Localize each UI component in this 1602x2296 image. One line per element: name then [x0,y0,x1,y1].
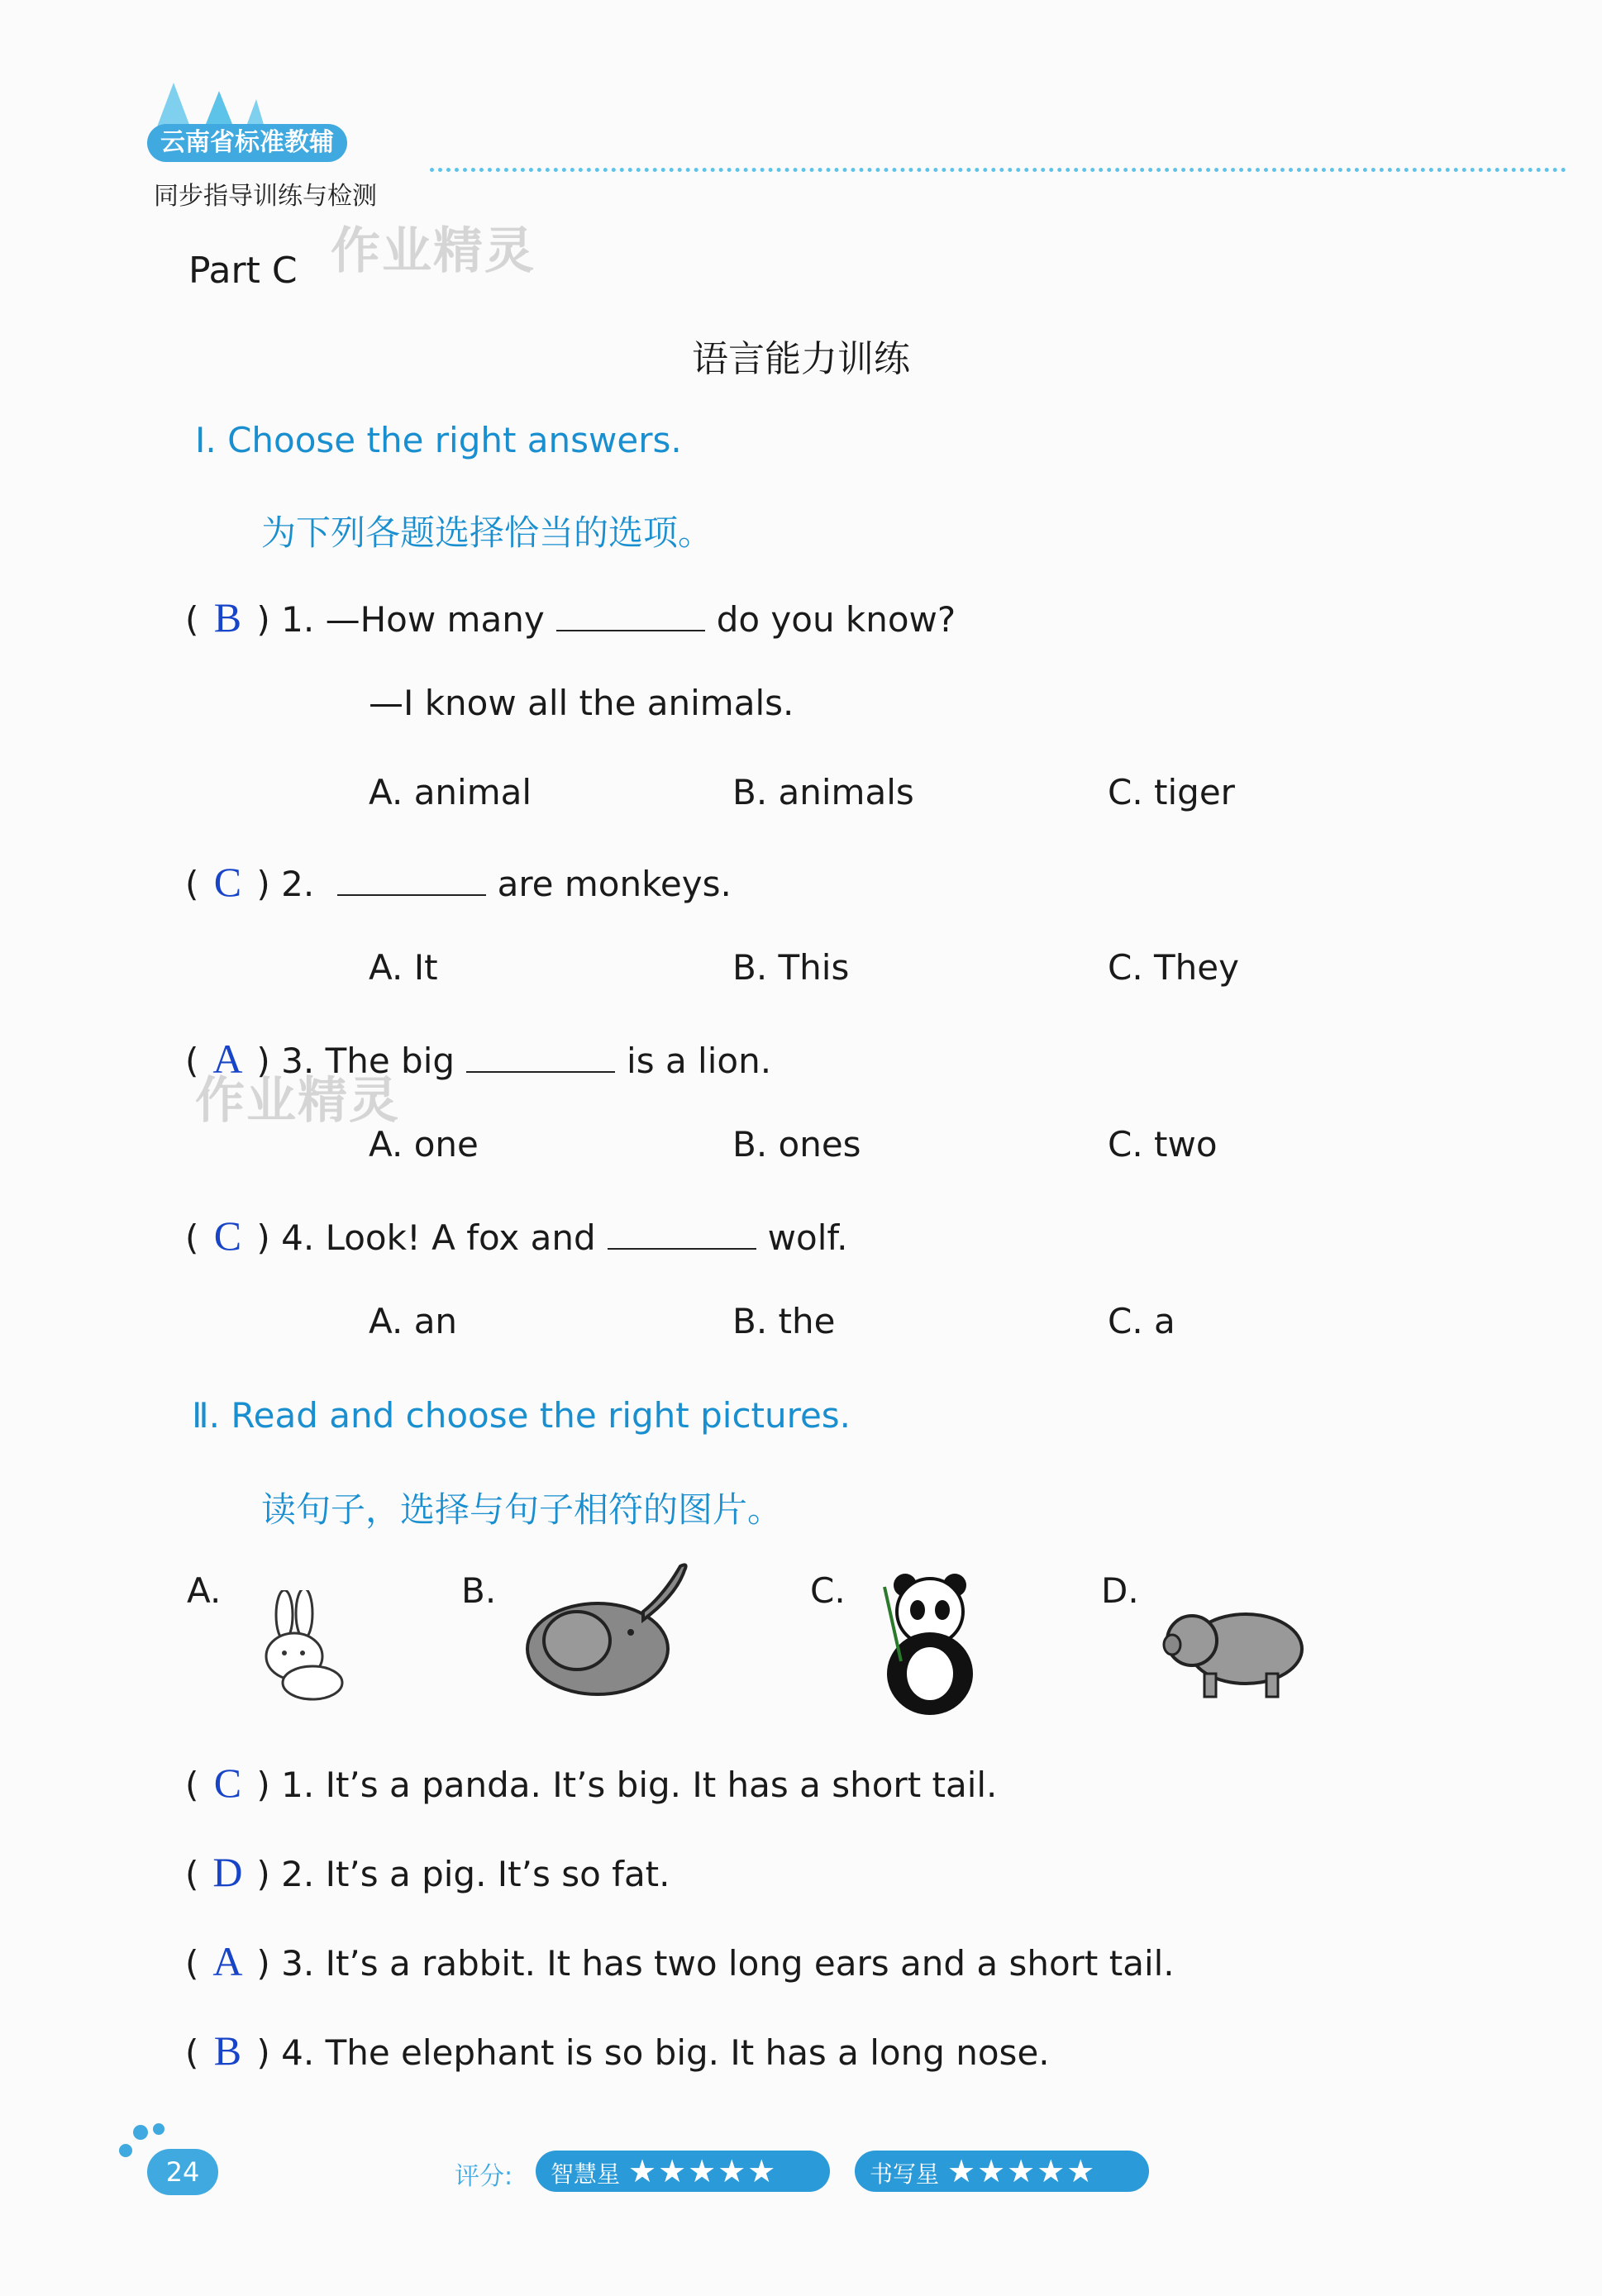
picture-label-b: B. [461,1570,497,1611]
section2-heading-cn: 读句子，选择与句子相符的图片。 [261,1489,783,1530]
section1-heading-cn: 为下列各题选择恰当的选项。 [261,512,713,553]
question-number: 1. [281,599,315,640]
question-text: is a lion. [627,1041,772,1081]
picture-answer-1: C [213,1760,242,1806]
picture-question-1: ( C ) 1. It’s a panda. It’s big. It has a short tail. [185,1760,998,1806]
question-text: It’s a rabbit. It has two long ears and a short tail. [325,1943,1175,1984]
question-text: The elephant is so big. It has a long nose. [325,2032,1050,2073]
question-text: —How many [325,599,545,640]
picture-label-c: C. [810,1570,846,1611]
question-text: Look! A fox and [325,1217,596,1258]
star-icon: ★★★★★ [947,2153,1097,2189]
question-2: ( C ) 2. are monkeys. [185,859,732,905]
answer-3: A [212,1036,243,1082]
section2-heading: Ⅱ. Read and choose the right pictures. [192,1395,851,1436]
option-c: C. a [1108,1301,1175,1341]
series-logo: 云南省标准教辅 [147,124,347,162]
question-number: 3. [281,1943,315,1984]
option-c: C. two [1108,1124,1218,1165]
option-b: B. the [732,1301,836,1341]
option-b: B. ones [732,1124,861,1165]
panda-icon [868,1570,992,1719]
section1-heading: Ⅰ. Choose the right answers. [195,420,682,460]
wisdom-star-rating [536,2151,830,2192]
option-b: B. This [732,947,850,988]
option-a: A. an [369,1301,458,1341]
question-number: 4. [281,1217,315,1258]
star-icon: ★★★★★ [628,2153,778,2189]
writing-star-rating [855,2151,1149,2192]
picture-question-3: ( A ) 3. It’s a rabbit. It has two long ears and a short tail. [185,1938,1175,1984]
option-c: C. tiger [1108,772,1235,812]
option-a: A. It [369,947,438,988]
answer-1: B [213,594,242,641]
section-title: 语言能力训练 [692,338,910,380]
score-label: 评分: [455,2162,513,2191]
option-a: A. one [369,1124,479,1165]
option-a: A. animal [369,772,532,812]
picture-answer-4: B [213,2027,242,2074]
watermark: 作业精灵 [331,222,536,280]
picture-question-4: ( B ) 4. The elephant is so big. It has a long nose. [185,2027,1050,2074]
rabbit-icon [245,1590,352,1706]
question-1-line2: —I know all the animals. [369,683,794,723]
question-number: 2. [281,864,315,904]
question-text: wolf. [767,1217,848,1258]
option-c: C. They [1108,947,1239,988]
wisdom-label: 智慧星 [551,2160,621,2188]
question-number: 4. [281,2032,315,2073]
question-text: are monkeys. [497,864,732,904]
answer-blank [556,600,705,631]
writing-label: 书写星 [870,2160,940,2188]
option-b: B. animals [732,772,914,812]
question-3: ( A ) 3. The big is a lion. [185,1036,772,1082]
question-text: It’s a panda. It’s big. It has a short tail. [325,1765,998,1805]
answer-blank [608,1218,756,1250]
question-text: The big [325,1041,455,1081]
question-number: 2. [281,1854,315,1894]
question-number: 1. [281,1765,315,1805]
picture-label-a: A. [187,1570,222,1611]
header-divider [430,168,1566,172]
answer-2: C [213,859,242,905]
watermark: 作业精灵 [195,1072,400,1130]
pig-icon [1159,1595,1308,1703]
answer-4: C [213,1212,242,1259]
picture-answer-2: D [212,1849,243,1895]
picture-answer-3: A [212,1938,243,1984]
picture-question-2: ( D ) 2. It’s a pig. It’s so fat. [185,1849,670,1895]
part-label: Part C [188,250,298,292]
elephant-icon [519,1562,701,1703]
answer-blank [466,1041,615,1073]
answer-blank [337,865,486,896]
picture-label-d: D. [1101,1570,1139,1611]
question-number: 3. [281,1041,315,1081]
question-text: do you know? [716,599,956,640]
question-1: ( B ) 1. —How many do you know? [185,594,956,641]
question-text: It’s a pig. It’s so fat. [325,1854,670,1894]
page-number: 24 [147,2149,218,2195]
question-4: ( C ) 4. Look! A fox and wolf. [185,1212,848,1259]
book-subtitle: 同步指导训练与检测 [154,182,377,211]
